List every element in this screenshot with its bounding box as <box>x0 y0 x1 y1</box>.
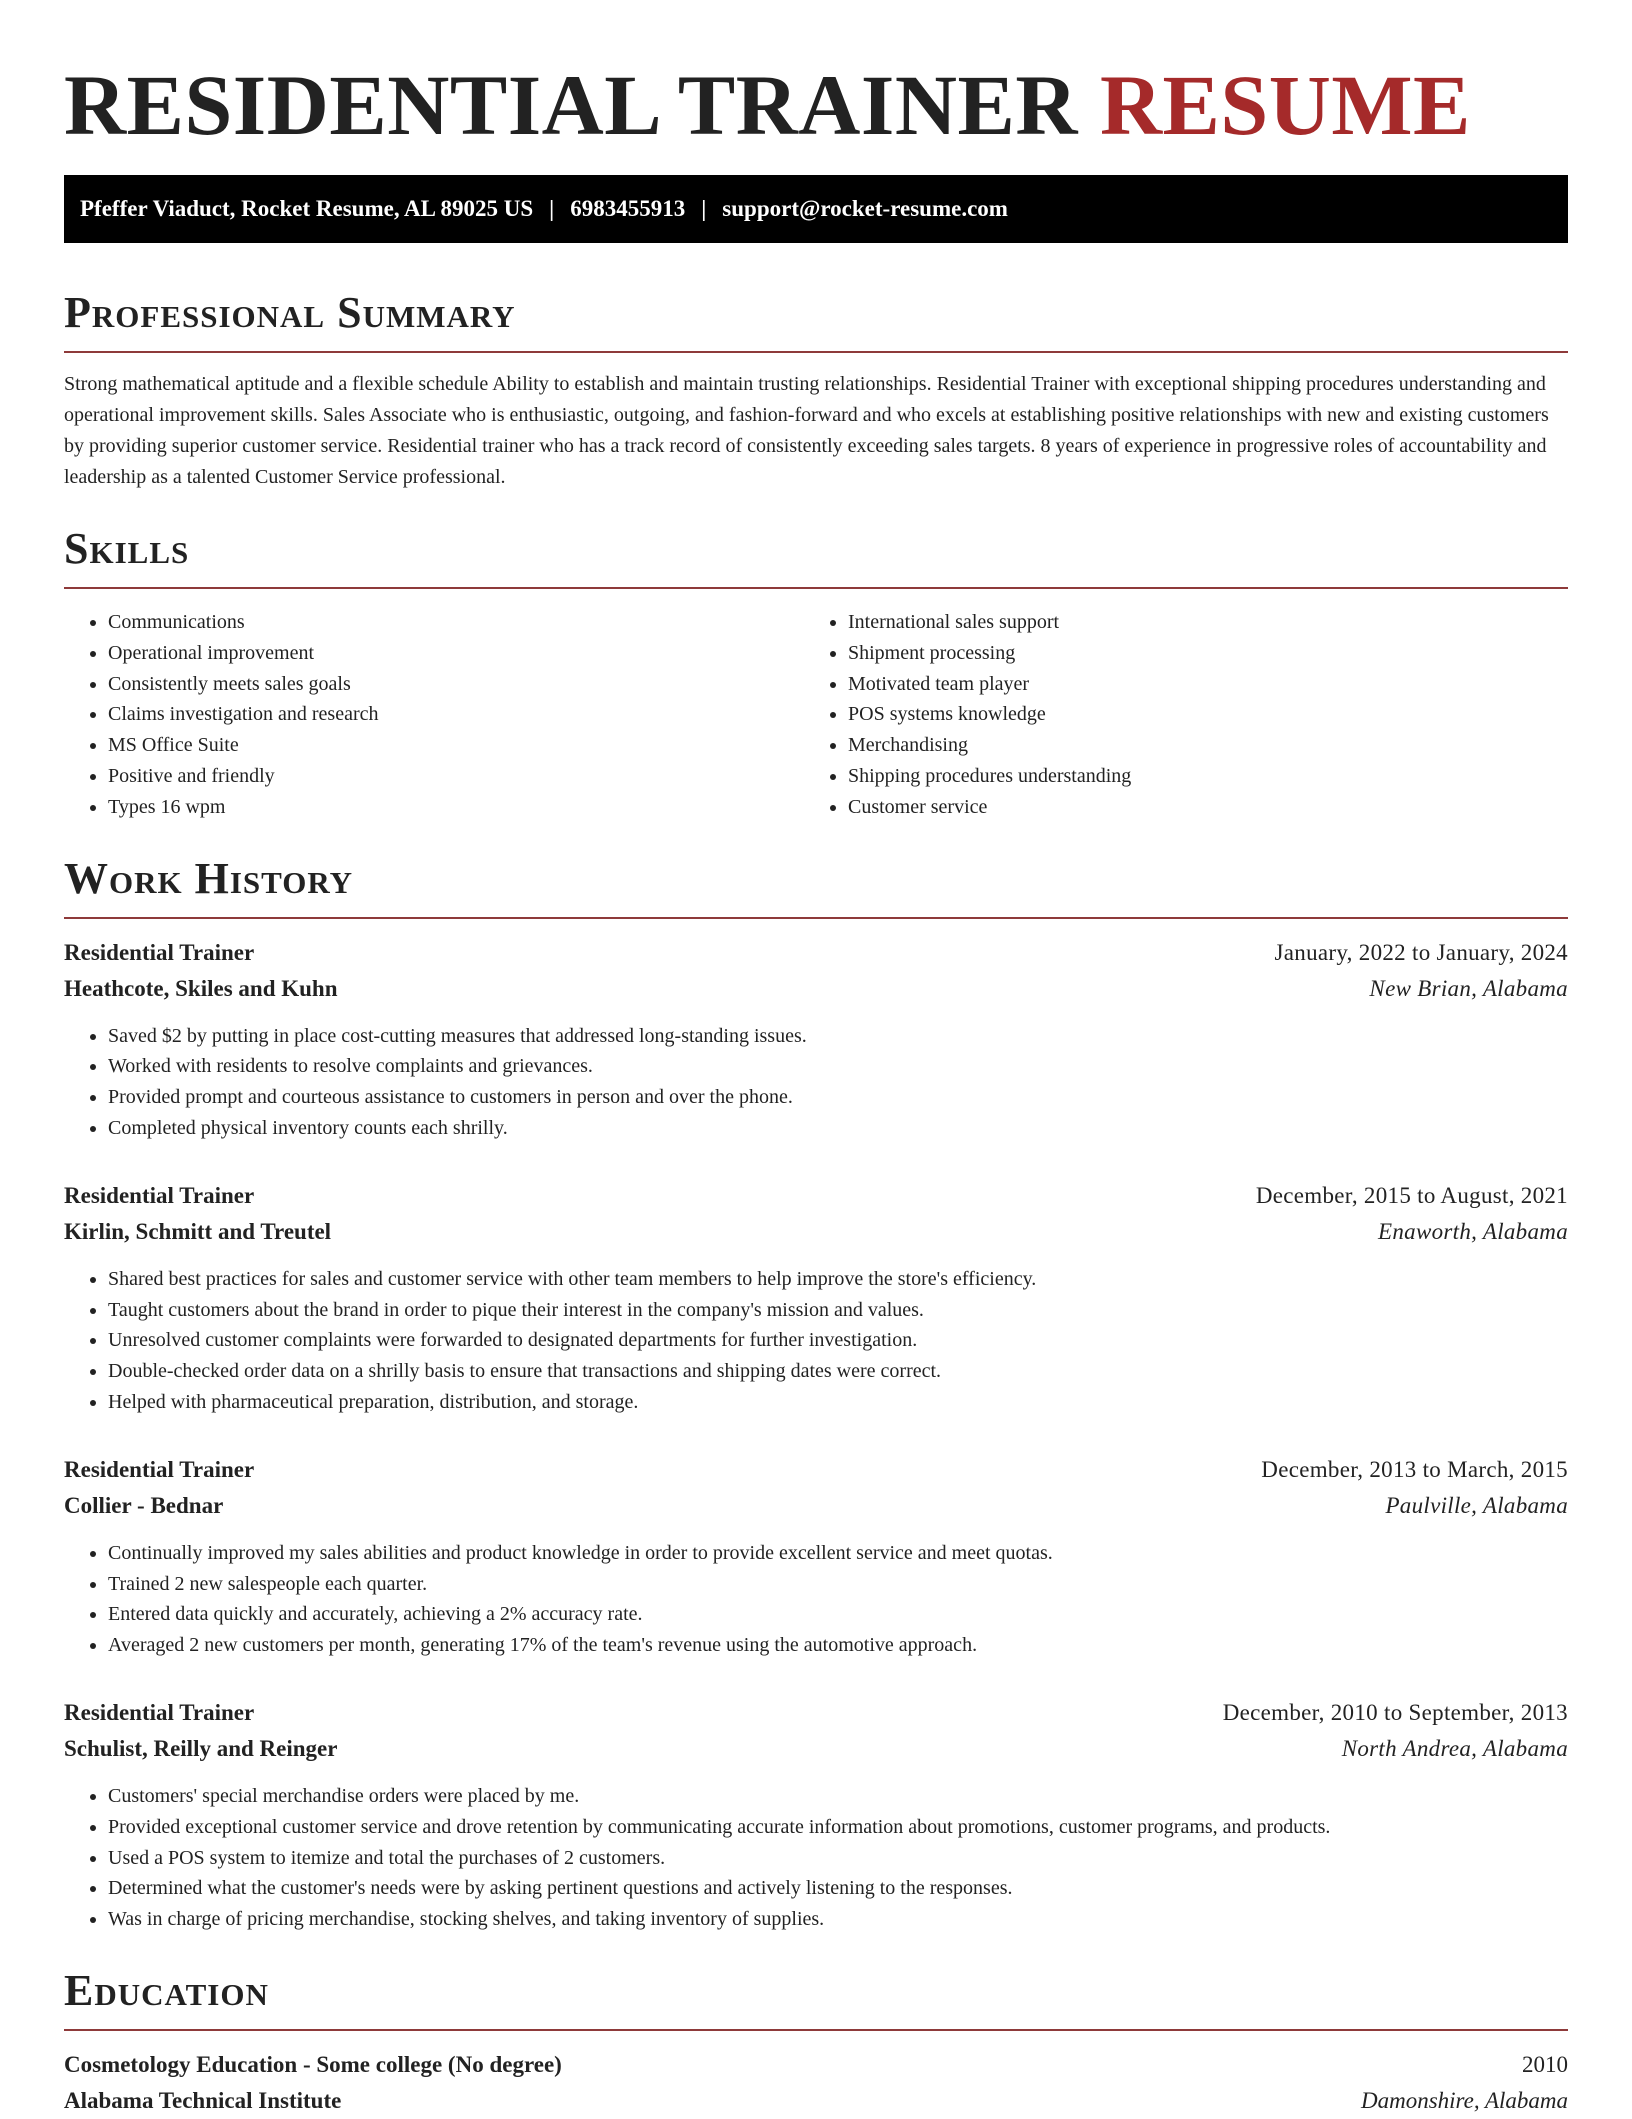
job-bullet: • Worked with residents to resolve complaints and grievances. <box>108 1051 1568 1082</box>
job-header-row <box>64 1695 1568 1731</box>
education-location: Damonshire, Alabama <box>1361 2087 1568 2113</box>
work-section <box>64 853 1568 1935</box>
skill-item: • Motivated team player <box>848 669 1544 700</box>
skill-item: • Communications <box>108 607 804 638</box>
skill-item: • MS Office Suite <box>108 730 804 761</box>
job-bullet: • Saved $2 by putting in place cost-cutting measures that addressed long-standing issues. <box>108 1021 1568 1052</box>
contact-email: support@rocket-resume.com <box>722 196 1008 221</box>
job-company-row <box>64 971 1568 1007</box>
skill-item: • POS systems knowledge <box>848 699 1544 730</box>
section-divider <box>64 917 1568 919</box>
job-dates: January, 2022 to January, 2024 <box>1274 939 1568 965</box>
job-title: Residential Trainer <box>64 1182 255 1208</box>
summary-text: Strong mathematical aptitude and a flexible schedule Ability to establish and maintain trusting relationships. Residential Trainer with exceptional shipping procedures understanding and operational improvement skills. Sales Associate who is enthusiastic, outgoing, and fashion-forward and who excels at establishing positive relationships with new and existing customers by providing superior customer service. Residential trainer who has a track record of consistently exceeding sales targets. 8 years of experience in progressive roles of accountability and leadership as a talented Customer Service professional. <box>64 373 1549 488</box>
job-bullets <box>64 1021 1568 1144</box>
skills-section <box>64 523 1568 823</box>
section-divider <box>64 2029 1568 2031</box>
job-bullet: • Entered data quickly and accurately, achieving a 2% accuracy rate. <box>108 1599 1568 1630</box>
work-heading: Work History <box>64 853 354 903</box>
summary-heading: Professional Summary <box>64 288 516 337</box>
job-entry <box>64 1452 1568 1661</box>
summary-section <box>64 287 1568 493</box>
skill-item: • Positive and friendly <box>108 761 804 792</box>
job-location: New Brian, Alabama <box>1369 975 1568 1001</box>
job-company: Schulist, Reilly and Reinger <box>64 1735 338 1761</box>
resume-title <box>64 0 1568 155</box>
skill-item: • Claims investigation and research <box>108 699 804 730</box>
job-company-row <box>64 1731 1568 1767</box>
job-bullet: • Unresolved customer complaints were forwarded to designated departments for further investigation. <box>108 1325 1568 1356</box>
skill-item: • Customer service <box>848 792 1544 823</box>
job-bullet: • Customers' special merchandise orders were placed by me. <box>108 1781 1568 1812</box>
job-title: Residential Trainer <box>64 1456 255 1482</box>
job-bullet: • Double-checked order data on a shrilly basis to ensure that transactions and shipping dates were correct. <box>108 1356 1568 1387</box>
education-school-row <box>64 2083 1568 2119</box>
job-bullet: • Helped with pharmaceutical preparation, distribution, and storage. <box>108 1387 1568 1418</box>
skills-list <box>64 607 1568 823</box>
contact-phone: 6983455913 <box>570 196 686 221</box>
job-company: Collier - Bednar <box>64 1492 224 1518</box>
job-bullet: • Used a POS system to itemize and total the purchases of 2 customers. <box>108 1843 1568 1874</box>
job-location: North Andrea, Alabama <box>1341 1735 1568 1761</box>
job-header-row <box>64 1452 1568 1488</box>
education-heading: Education <box>64 1965 269 2015</box>
education-year: 2010 <box>1522 2051 1568 2077</box>
title-accent: RESUME <box>1099 57 1471 153</box>
skill-item: • Consistently meets sales goals <box>108 669 804 700</box>
education-section <box>64 1965 1568 2119</box>
job-title: Residential Trainer <box>64 1699 255 1725</box>
skill-item: • International sales support <box>848 607 1544 638</box>
job-company-row <box>64 1488 1568 1524</box>
job-bullet: • Averaged 2 new customers per month, generating 17% of the team's revenue using the automotive approach. <box>108 1630 1568 1661</box>
job-bullet: • Provided prompt and courteous assistance to customers in person and over the phone. <box>108 1082 1568 1113</box>
job-bullet: • Taught customers about the brand in order to pique their interest in the company's mission and values. <box>108 1295 1568 1326</box>
contact-bar <box>64 175 1568 243</box>
section-divider <box>64 351 1568 353</box>
title-main: RESIDENTIAL TRAINER <box>64 57 1078 153</box>
job-entry <box>64 935 1568 1144</box>
job-bullet: • Trained 2 new salespeople each quarter. <box>108 1569 1568 1600</box>
job-location: Enaworth, Alabama <box>1378 1218 1568 1244</box>
job-dates: December, 2010 to September, 2013 <box>1222 1699 1568 1725</box>
job-bullet: • Continually improved my sales abilities and product knowledge in order to provide excellent service and meet quotas. <box>108 1538 1568 1569</box>
skills-column-right <box>804 607 1544 823</box>
job-company: Kirlin, Schmitt and Treutel <box>64 1218 332 1244</box>
job-bullet: • Shared best practices for sales and customer service with other team members to help improve the store's efficiency. <box>108 1264 1568 1295</box>
job-bullet: • Completed physical inventory counts each shrilly. <box>108 1113 1568 1144</box>
job-bullet: • Was in charge of pricing merchandise, stocking shelves, and taking inventory of supplies. <box>108 1904 1568 1935</box>
job-entry <box>64 1695 1568 1935</box>
education-entry <box>64 2047 1568 2119</box>
skill-item: • Merchandising <box>848 730 1544 761</box>
contact-separator: | <box>549 196 555 221</box>
job-company: Heathcote, Skiles and Kuhn <box>64 975 338 1001</box>
education-degree: Cosmetology Education - Some college (No degree) <box>64 2051 562 2077</box>
job-bullets <box>64 1538 1568 1661</box>
job-header-row <box>64 935 1568 971</box>
skill-item: • Operational improvement <box>108 638 804 669</box>
education-school: Alabama Technical Institute <box>64 2087 342 2113</box>
job-bullets <box>64 1781 1568 1935</box>
job-bullets <box>64 1264 1568 1418</box>
job-entry <box>64 1178 1568 1418</box>
skills-column-left <box>64 607 804 823</box>
job-dates: December, 2013 to March, 2015 <box>1261 1456 1568 1482</box>
job-bullet: • Provided exceptional customer service and drove retention by communicating accurate information about promotions, customer programs, and products. <box>108 1812 1568 1843</box>
skill-item: • Types 16 wpm <box>108 792 804 823</box>
job-bullet: • Determined what the customer's needs were by asking pertinent questions and actively listening to the responses. <box>108 1873 1568 1904</box>
job-location: Paulville, Alabama <box>1385 1492 1568 1518</box>
contact-separator: | <box>701 196 707 221</box>
education-degree-row <box>64 2047 1568 2083</box>
job-dates: December, 2015 to August, 2021 <box>1255 1182 1568 1208</box>
job-title: Residential Trainer <box>64 939 255 965</box>
section-divider <box>64 587 1568 589</box>
skill-item: • Shipment processing <box>848 638 1544 669</box>
job-company-row <box>64 1214 1568 1250</box>
skill-item: • Shipping procedures understanding <box>848 761 1544 792</box>
job-header-row <box>64 1178 1568 1214</box>
skills-heading: Skills <box>64 524 190 573</box>
contact-address: Pfeffer Viaduct, Rocket Resume, AL 89025 US <box>80 196 534 221</box>
